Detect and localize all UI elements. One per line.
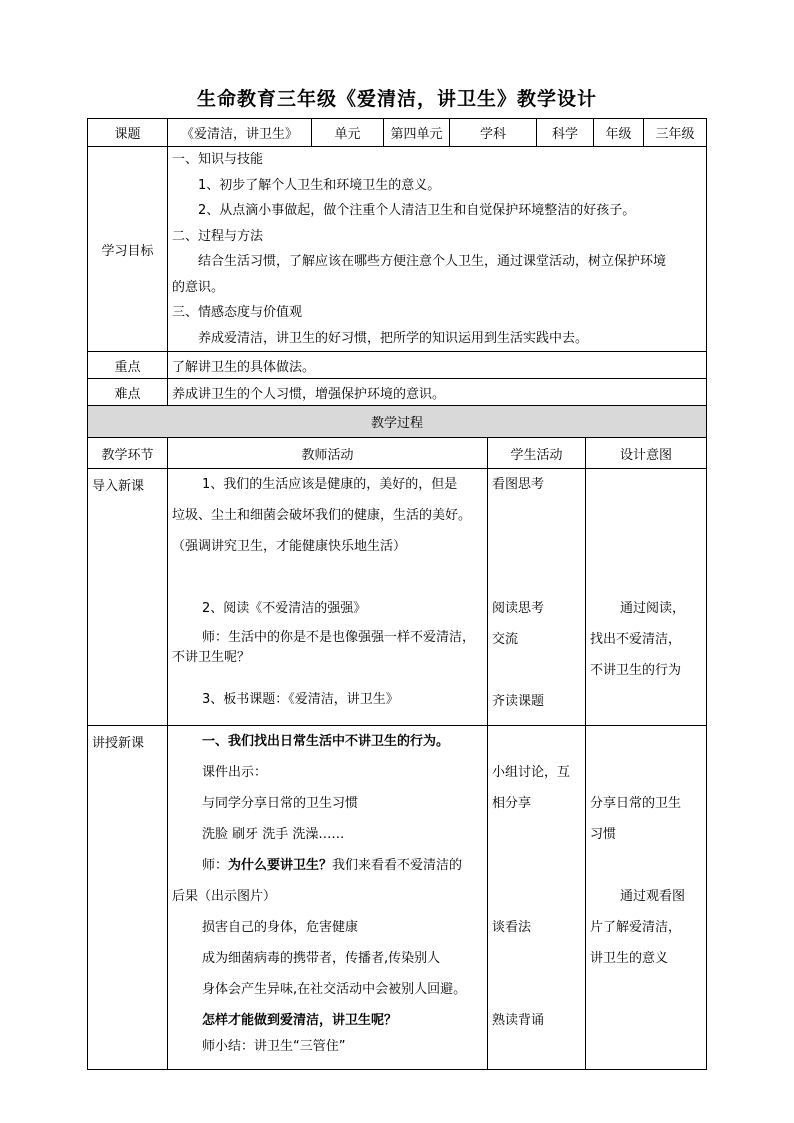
goal-line: 三、情感态度与价值观	[172, 305, 303, 320]
process-header: 教学过程	[88, 406, 707, 438]
teacher-prefix: 师：	[202, 858, 229, 873]
topic-value: 《爱清洁，讲卫生》	[168, 119, 312, 147]
unit-value: 第四单元	[384, 119, 450, 147]
teacher-line: 3、板书课题：《爱清洁，讲卫生》	[202, 692, 399, 707]
intent-line: 讲卫生的意义	[590, 951, 669, 966]
teacher-line: （强调讲究卫生，才能健康快乐地生活）	[172, 539, 407, 554]
intent-line: 分享日常的卫生	[590, 796, 682, 811]
grade-value: 三年级	[644, 119, 707, 147]
goal-line: 的意识。	[172, 279, 225, 295]
new-stage: 讲授新课	[88, 726, 168, 1070]
intro-teacher	[168, 469, 488, 726]
grade-label: 年级	[594, 119, 644, 147]
process-header-row	[88, 406, 707, 438]
teacher-line: 损害自己的身体，危害健康	[202, 920, 359, 935]
teacher-line: 一、我们找出日常生活中不讲卫生的行为。	[202, 734, 450, 749]
difficulty-row	[88, 379, 707, 406]
unit-label: 单元	[312, 119, 384, 147]
teacher-line: 身体会产生异味,在社交活动中会被别人回避。	[202, 982, 467, 997]
teacher-line: 成为细菌病毒的携带者，传播者,传染别人	[202, 951, 441, 966]
student-line: 看图思考	[492, 477, 545, 492]
col-stage: 教学环节	[88, 438, 168, 469]
student-line: 谈看法	[492, 920, 532, 935]
teacher-line: 课件出示：	[202, 765, 268, 780]
teacher-line: 后果（出示图片）	[172, 889, 277, 904]
key-label: 重点	[88, 352, 168, 379]
col-teacher: 教师活动	[168, 438, 488, 469]
goal-line: 1、初步了解个人卫生和环境卫生的意义。	[198, 177, 441, 193]
intent-line: 片了解爱清洁，	[590, 920, 682, 935]
teacher-line: 洗脸 刷牙 洗手 洗澡……	[202, 827, 345, 842]
new-teacher	[168, 726, 488, 1070]
info-row	[88, 119, 707, 147]
difficulty-label: 难点	[88, 379, 168, 406]
goal-line: 养成爱清洁，讲卫生的好习惯，把所学的知识运用到生活实践中去。	[198, 330, 589, 346]
col-intent: 设计意图	[586, 438, 707, 469]
student-line: 小组讨论，互	[492, 765, 571, 780]
goal-line: 一、知识与技能	[172, 152, 264, 167]
intro-intent	[586, 469, 707, 726]
intent-line: 找出不爱清洁，	[590, 632, 682, 647]
subject-value: 科学	[537, 119, 594, 147]
page-title: 生命教育三年级《爱清洁，讲卫生》教学设计	[196, 88, 597, 110]
teacher-line: 与同学分享日常的卫生习惯	[202, 796, 359, 811]
goals-label: 学习目标	[88, 147, 168, 352]
teacher-question: 为什么要讲卫生？	[228, 858, 333, 873]
key-row	[88, 352, 707, 379]
subject-label: 学科	[450, 119, 537, 147]
topic-label: 课题	[88, 119, 168, 147]
process-table	[87, 405, 707, 1070]
intent-line: 不讲卫生的行为	[590, 663, 682, 678]
intro-row	[88, 469, 707, 726]
new-intent	[586, 726, 707, 1070]
new-student	[488, 726, 586, 1070]
intent-line: 习惯	[590, 827, 617, 842]
teacher-line: 师小结：讲卫生“三管住”	[202, 1039, 346, 1054]
column-header-row	[88, 438, 707, 469]
student-line: 阅读思考	[492, 601, 545, 616]
intro-stage: 导入新课	[88, 469, 168, 726]
teacher-line: 怎样才能做到爱清洁，讲卫生呢？	[202, 1013, 398, 1028]
key-value: 了解讲卫生的具体做法。	[168, 352, 707, 379]
teacher-line	[172, 850, 483, 881]
info-table	[87, 118, 707, 406]
student-line: 熟读背诵	[492, 1013, 545, 1028]
intro-student	[488, 469, 586, 726]
intent-line: 通过观看图	[620, 889, 686, 904]
student-line: 齐读课题	[492, 694, 545, 709]
goals-row	[88, 147, 707, 352]
student-line: 相分享	[492, 796, 532, 811]
intent-line: 通过阅读，	[620, 601, 686, 616]
teacher-line: 师：生活中的你是不是也像强强一样不爱清洁，	[202, 630, 476, 645]
teacher-line: 1、我们的生活应该是健康的，美好的，但是	[202, 477, 458, 492]
goal-line: 结合生活习惯，了解应该在哪些方便注意个人卫生，通过课堂活动，树立保护环境	[198, 254, 667, 269]
teacher-text: 我们来看看不爱清洁的	[332, 858, 463, 873]
new-lesson-row	[88, 726, 707, 1070]
goals-content	[168, 147, 707, 352]
goal-line: 2、从点滴小事做起，做个注重个人清洁卫生和自觉保护环境整洁的好孩子。	[198, 203, 636, 218]
teacher-line: 2、阅读《不爱清洁的强强》	[202, 601, 367, 616]
difficulty-value: 养成讲卫生的个人习惯，增强保护环境的意识。	[168, 379, 707, 406]
teacher-line: 垃圾、尘土和细菌会破坏我们的健康，生活的美好。	[172, 508, 472, 523]
col-student: 学生活动	[488, 438, 586, 469]
student-line: 交流	[492, 632, 519, 647]
teacher-line: 不讲卫生呢？	[172, 650, 251, 665]
goal-line: 二、过程与方法	[172, 228, 264, 244]
